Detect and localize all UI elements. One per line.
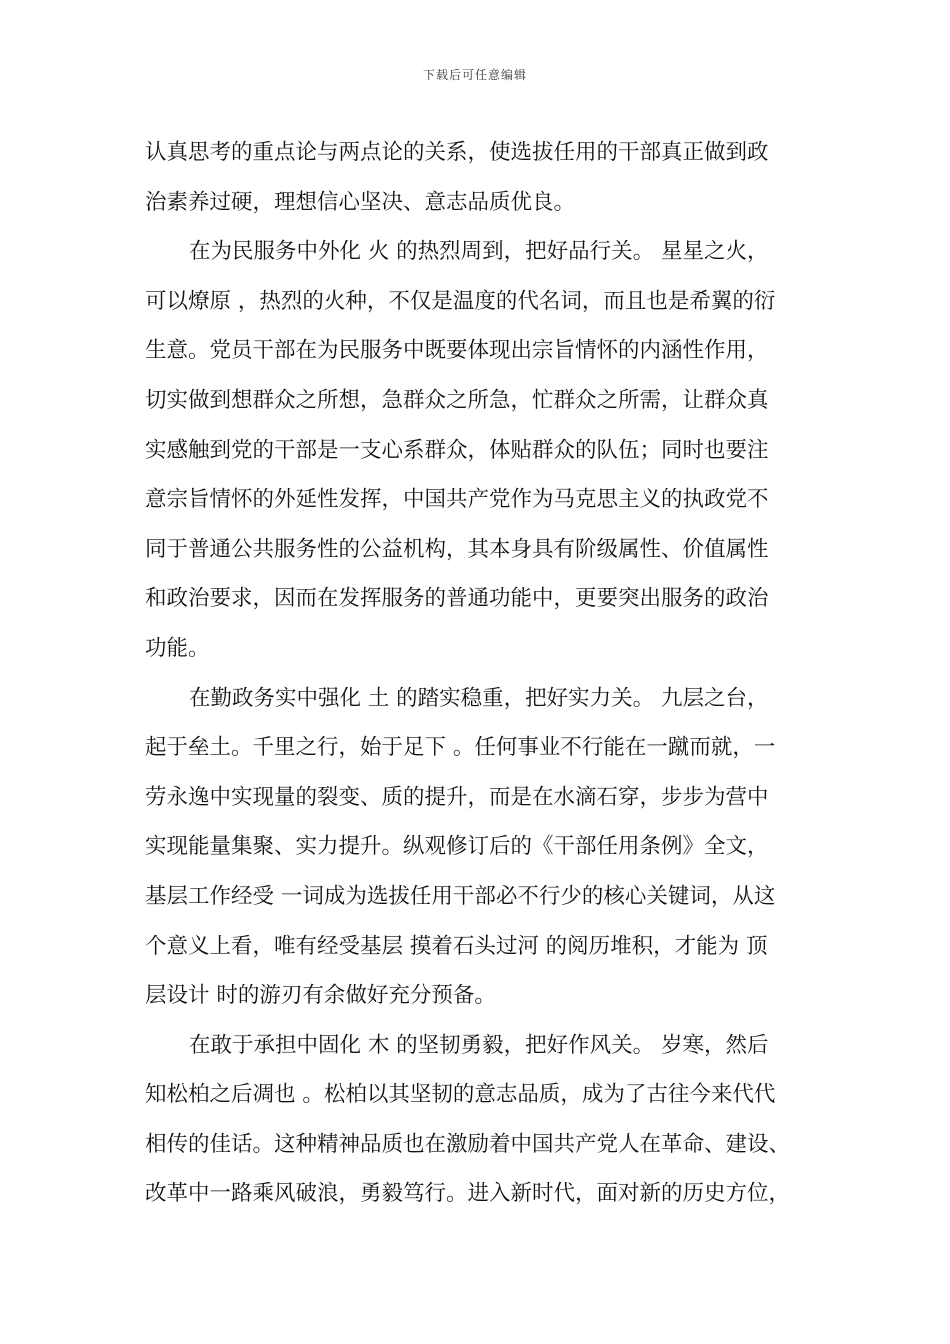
text-line: 认真思考的重点论与两点论的关系，使选拔任用的干部真正做到政	[145, 140, 769, 165]
text-line: 劳永逸中实现量的裂变、质的提升，而是在水滴石穿，步步为营中	[145, 784, 769, 810]
text-line: 和政治要求，因而在发挥服务的普通功能中，更要突出服务的政治	[145, 586, 769, 612]
text-line: 起于垒土。千里之行，始于足下 。任何事业不行能在一蹴而就，一	[145, 735, 776, 761]
text-line: 在敢于承担中固化 木 的坚韧勇毅，把好作风关。 岁寒，然后	[189, 1032, 769, 1058]
text-line: 实感触到党的干部是一支心系群众，体贴群众的队伍；同时也要注	[145, 437, 769, 463]
text-line: 知松柏之后凋也 。松柏以其坚韧的意志品质，成为了古往今来代代	[145, 1082, 776, 1108]
text-line: 功能。	[145, 635, 210, 661]
text-line: 切实做到想群众之所想，急群众之所急，忙群众之所需，让群众真	[145, 387, 769, 413]
text-line: 改革中一路乘风破浪，勇毅笃行。进入新时代，面对新的历史方位，	[145, 1181, 791, 1207]
text-line: 同于普通公共服务性的公益机构，其本身具有阶级属性、价值属性	[145, 536, 769, 562]
document-body	[145, 128, 825, 1219]
text-line: 治素养过硬，理想信心坚决、意志品质优良。	[145, 189, 576, 215]
page-header: 下载后可任意编辑	[422, 68, 527, 82]
text-line: 意宗旨情怀的外延性发挥，中国共产党作为马克思主义的执政党不	[145, 487, 769, 513]
text-line: 可以燎原 ，热烈的火种，不仅是温度的代名词，而且也是希翼的衍	[145, 288, 776, 314]
text-line: 层设计 时的游刃有余做好充分预备。	[145, 983, 496, 1009]
text-line: 在勤政务实中强化 土 的踏实稳重，把好实力关。 九层之台，	[189, 685, 769, 711]
text-line: 实现能量集聚、实力提升。纵观修订后的《干部任用条例》全文，	[145, 834, 769, 860]
text-line: 在为民服务中外化 火 的热烈周到，把好品行关。 星星之火，	[189, 239, 769, 265]
text-line: 相传的佳话。这种精神品质也在激励着中国共产党人在革命、建设、	[145, 1131, 791, 1157]
text-line: 基层工作经受 一词成为选拔任用干部必不行少的核心关键词，从这	[145, 883, 776, 909]
text-line: 生意。党员干部在为民服务中既要体现出宗旨情怀的内涵性作用，	[145, 338, 769, 364]
text-line: 个意义上看，唯有经受基层 摸着石头过河 的阅历堆积，才能为 顶	[145, 933, 768, 959]
